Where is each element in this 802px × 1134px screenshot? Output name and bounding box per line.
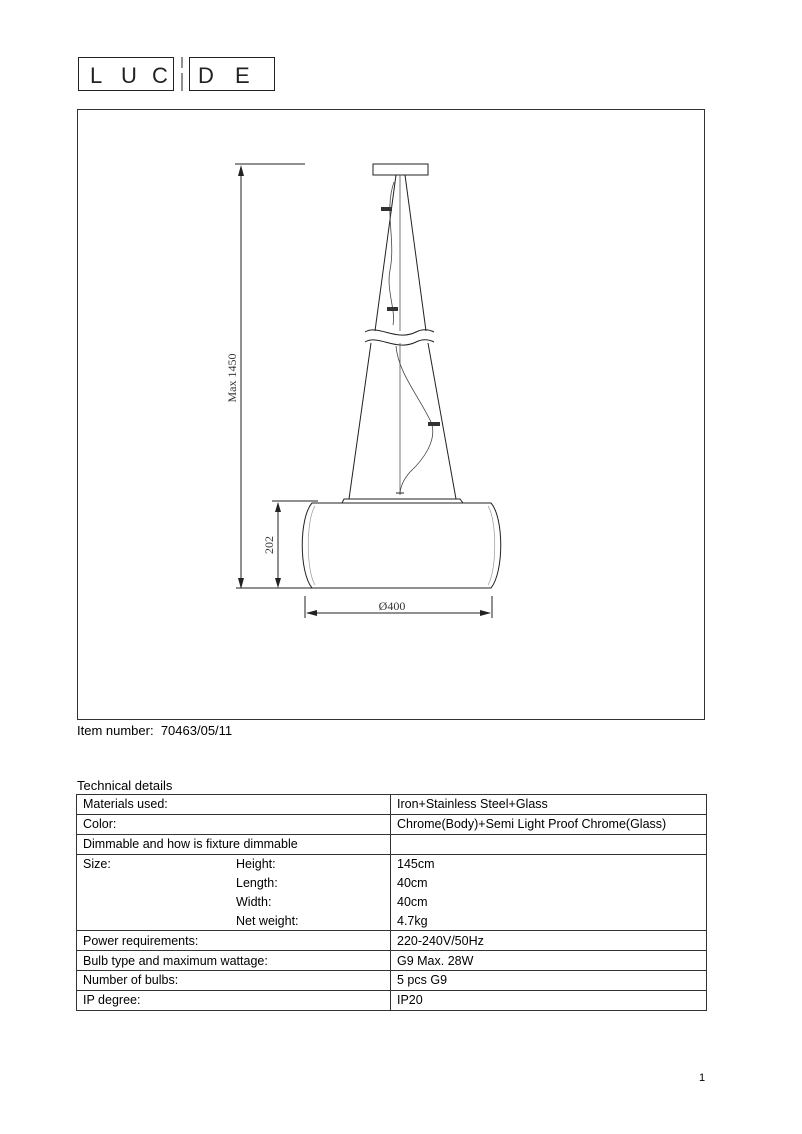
spec-label: Power requirements:	[77, 931, 233, 951]
spec-value: Iron+Stainless Steel+Glass	[391, 795, 707, 815]
spec-label	[77, 911, 233, 930]
table-row	[77, 854, 707, 873]
item-number-value: 70463/05/11	[160, 723, 233, 738]
table-row	[77, 874, 707, 893]
spec-value: Chrome(Body)+Semi Light Proof Chrome(Glass)	[391, 814, 707, 834]
brand-logo	[78, 57, 275, 91]
table-row	[77, 834, 707, 854]
spec-value: IP20	[391, 990, 707, 1010]
pendant-lamp-drawing	[78, 110, 706, 721]
spec-value: 5 pcs G9	[391, 971, 707, 991]
spec-sublabel	[232, 971, 391, 991]
spec-sublabel	[232, 990, 391, 1010]
table-row	[77, 971, 707, 991]
spec-value: 220-240V/50Hz	[391, 931, 707, 951]
page-number: 1	[699, 1072, 706, 1084]
spec-sublabel: Height:	[232, 854, 391, 873]
spec-sublabel	[232, 795, 391, 815]
spec-sublabel	[232, 814, 391, 834]
logo-letter-2: U	[121, 63, 137, 88]
spec-label: Size:	[77, 854, 233, 873]
spec-label: Bulb type and maximum wattage:	[77, 951, 233, 971]
spec-sublabel: Net weight:	[232, 911, 391, 930]
spec-sublabel: Length:	[232, 874, 391, 893]
logo-letter-1: L	[90, 63, 103, 88]
spec-value: 145cm	[391, 854, 707, 873]
table-row	[77, 990, 707, 1010]
spec-label: Number of bulbs:	[77, 971, 233, 991]
spec-value: G9 Max. 28W	[391, 951, 707, 971]
table-row	[77, 951, 707, 971]
spec-value: 40cm	[391, 892, 707, 911]
spec-label	[77, 892, 233, 911]
table-row	[77, 795, 707, 815]
technical-details-title: Technical details	[77, 778, 173, 793]
spec-sublabel	[232, 931, 391, 951]
spec-label: Materials used:	[77, 795, 233, 815]
spec-value: 4.7kg	[391, 911, 707, 930]
height-dimension-label: Max 1450	[225, 353, 239, 403]
table-row	[77, 814, 707, 834]
item-number	[77, 723, 232, 738]
spec-label: Color:	[77, 814, 233, 834]
lucide-logo-icon	[78, 57, 275, 91]
technical-drawing-frame	[77, 109, 705, 720]
logo-letter-5: D	[198, 63, 214, 88]
spec-value	[391, 834, 707, 854]
logo-letter-6: E	[235, 63, 250, 88]
spec-label	[77, 874, 233, 893]
diameter-label: Ø400	[378, 599, 406, 613]
table-row	[77, 911, 707, 930]
table-row	[77, 892, 707, 911]
spec-label: Dimmable and how is fixture dimmable	[77, 834, 233, 854]
spec-label: IP degree:	[77, 990, 233, 1010]
technical-details-table	[76, 794, 707, 1011]
logo-letter-3: C	[152, 63, 168, 88]
shade-height-label: 202	[262, 536, 276, 554]
item-number-label: Item number:	[77, 723, 154, 738]
table-row	[77, 931, 707, 951]
spec-sublabel: Width:	[232, 892, 391, 911]
spec-value: 40cm	[391, 874, 707, 893]
